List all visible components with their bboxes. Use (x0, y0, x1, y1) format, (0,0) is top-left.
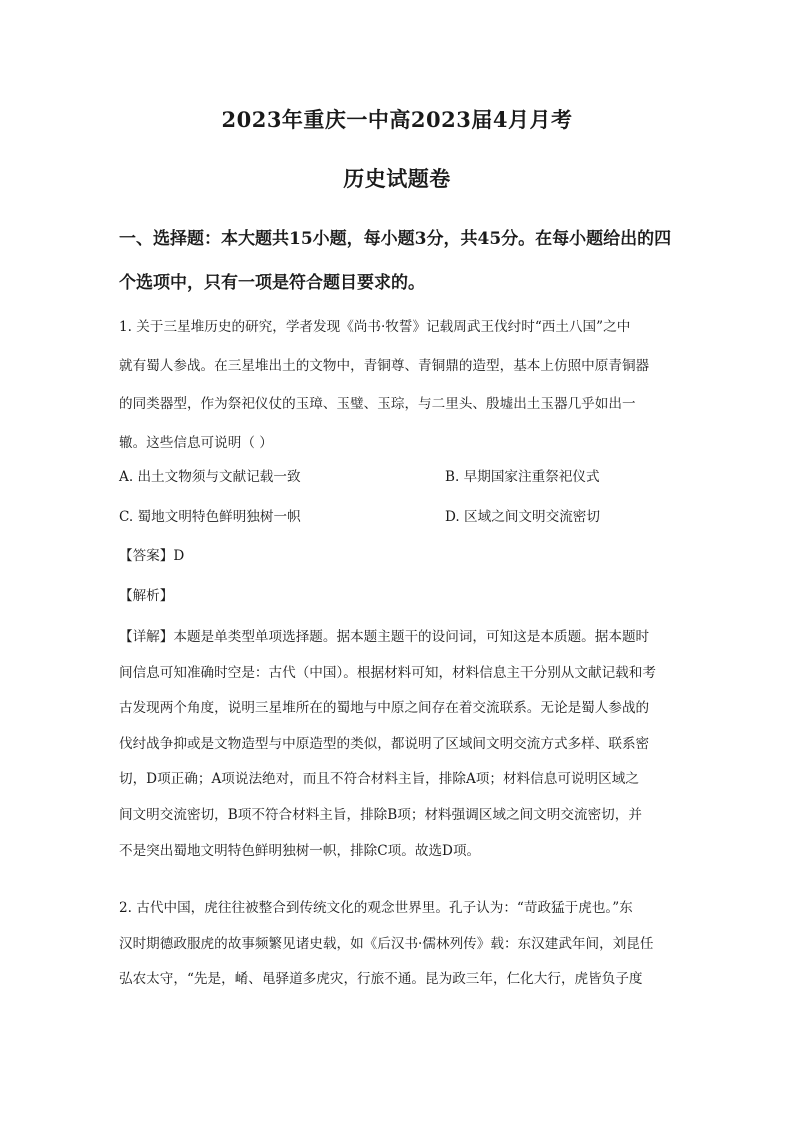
question-2-line: 2. 古代中国，虎往往被整合到传统文化的观念世界里。孔子认为：“苛政猛于虎也。”东 (119, 900, 633, 916)
section-heading-line: 一、选择题：本大题共15小题，每小题3分，共45分。在每小题给出的四 (119, 229, 672, 249)
question-1-option-d: D. 区域之间文明交流密切 (445, 509, 600, 525)
question-1-answer (119, 546, 184, 566)
section-heading (119, 217, 679, 305)
question-1-option-b: B. 早期国家注重祭祀仪式 (445, 469, 600, 485)
detail-line: 伐纣战争抑或是文物造型与中原造型的类似，都说明了区域间文明交流方式多样、联系密 (119, 735, 650, 752)
answer-value: D (173, 548, 185, 564)
question-1-option-a: A. 出土文物须与文献记载一致 (119, 469, 301, 485)
question-2-line: 汉时期德政服虎的故事频繁见诸史载，如《后汉书·儒林列传》载：东汉建武年间，刘昆任 (119, 935, 654, 952)
question-1-line: 的同类器型，作为祭祀仪仗的玉璋、玉璧、玉琮，与二里头、殷墟出土玉器几乎如出一 (119, 396, 636, 412)
exam-title: 2023年重庆一中高2023届4月月考 (221, 107, 573, 132)
question-1-line: 辙。这些信息可说明（ ） (119, 434, 273, 451)
answer-label: 【答案】 (119, 548, 174, 564)
detail-line: 间信息可知准确时空是：古代（中国）。根据材料可知，材料信息主干分别从文献记载和考 (119, 664, 656, 681)
question-1-detail (119, 620, 679, 869)
question-2-stem (119, 891, 679, 998)
detail-line: 间文明交流密切，B项不符合材料主旨，排除B项；材料强调区域之间文明交流密切，并 (119, 806, 642, 823)
question-1-line: 1. 关于三星堆历史的研究，学者发现《尚书·牧誓》记载周武王伐纣时“西土八国”之中 (119, 319, 631, 335)
question-2-line: 弘农太守，“先是，崤、黾驿道多虎灾，行旅不通。昆为政三年，仁化大行，虎皆负子度 (119, 971, 643, 988)
question-1-line: 就有蜀人参战。在三星堆出土的文物中，青铜尊、青铜鼎的造型，基本上仿照中原青铜器 (119, 357, 650, 374)
question-1-option-c: C. 蜀地文明特色鲜明独树一帜 (119, 509, 301, 525)
detail-line: 【详解】本题是单类型单项选择题。据本题主题干的设问词，可知这是本质题。据本题时 (119, 629, 650, 645)
detail-line: 古发现两个角度，说明三星堆所在的蜀地与中原之间存在着交流联系。无论是蜀人参战的 (119, 700, 650, 717)
question-1-analysis-label: 【解析】 (119, 588, 174, 604)
section-heading-line: 个选项中，只有一项是符合题目要求的。 (119, 273, 425, 293)
detail-line: 切，D项正确；A项说法绝对，而且不符合材料主旨，排除A项；材料信息可说明区域之 (119, 771, 639, 788)
detail-line: 不是突出蜀地文明特色鲜明独树一帜，排除C项。故选D项。 (119, 842, 481, 859)
exam-subject-title: 历史试题卷 (343, 166, 451, 191)
question-1-stem (119, 308, 679, 462)
